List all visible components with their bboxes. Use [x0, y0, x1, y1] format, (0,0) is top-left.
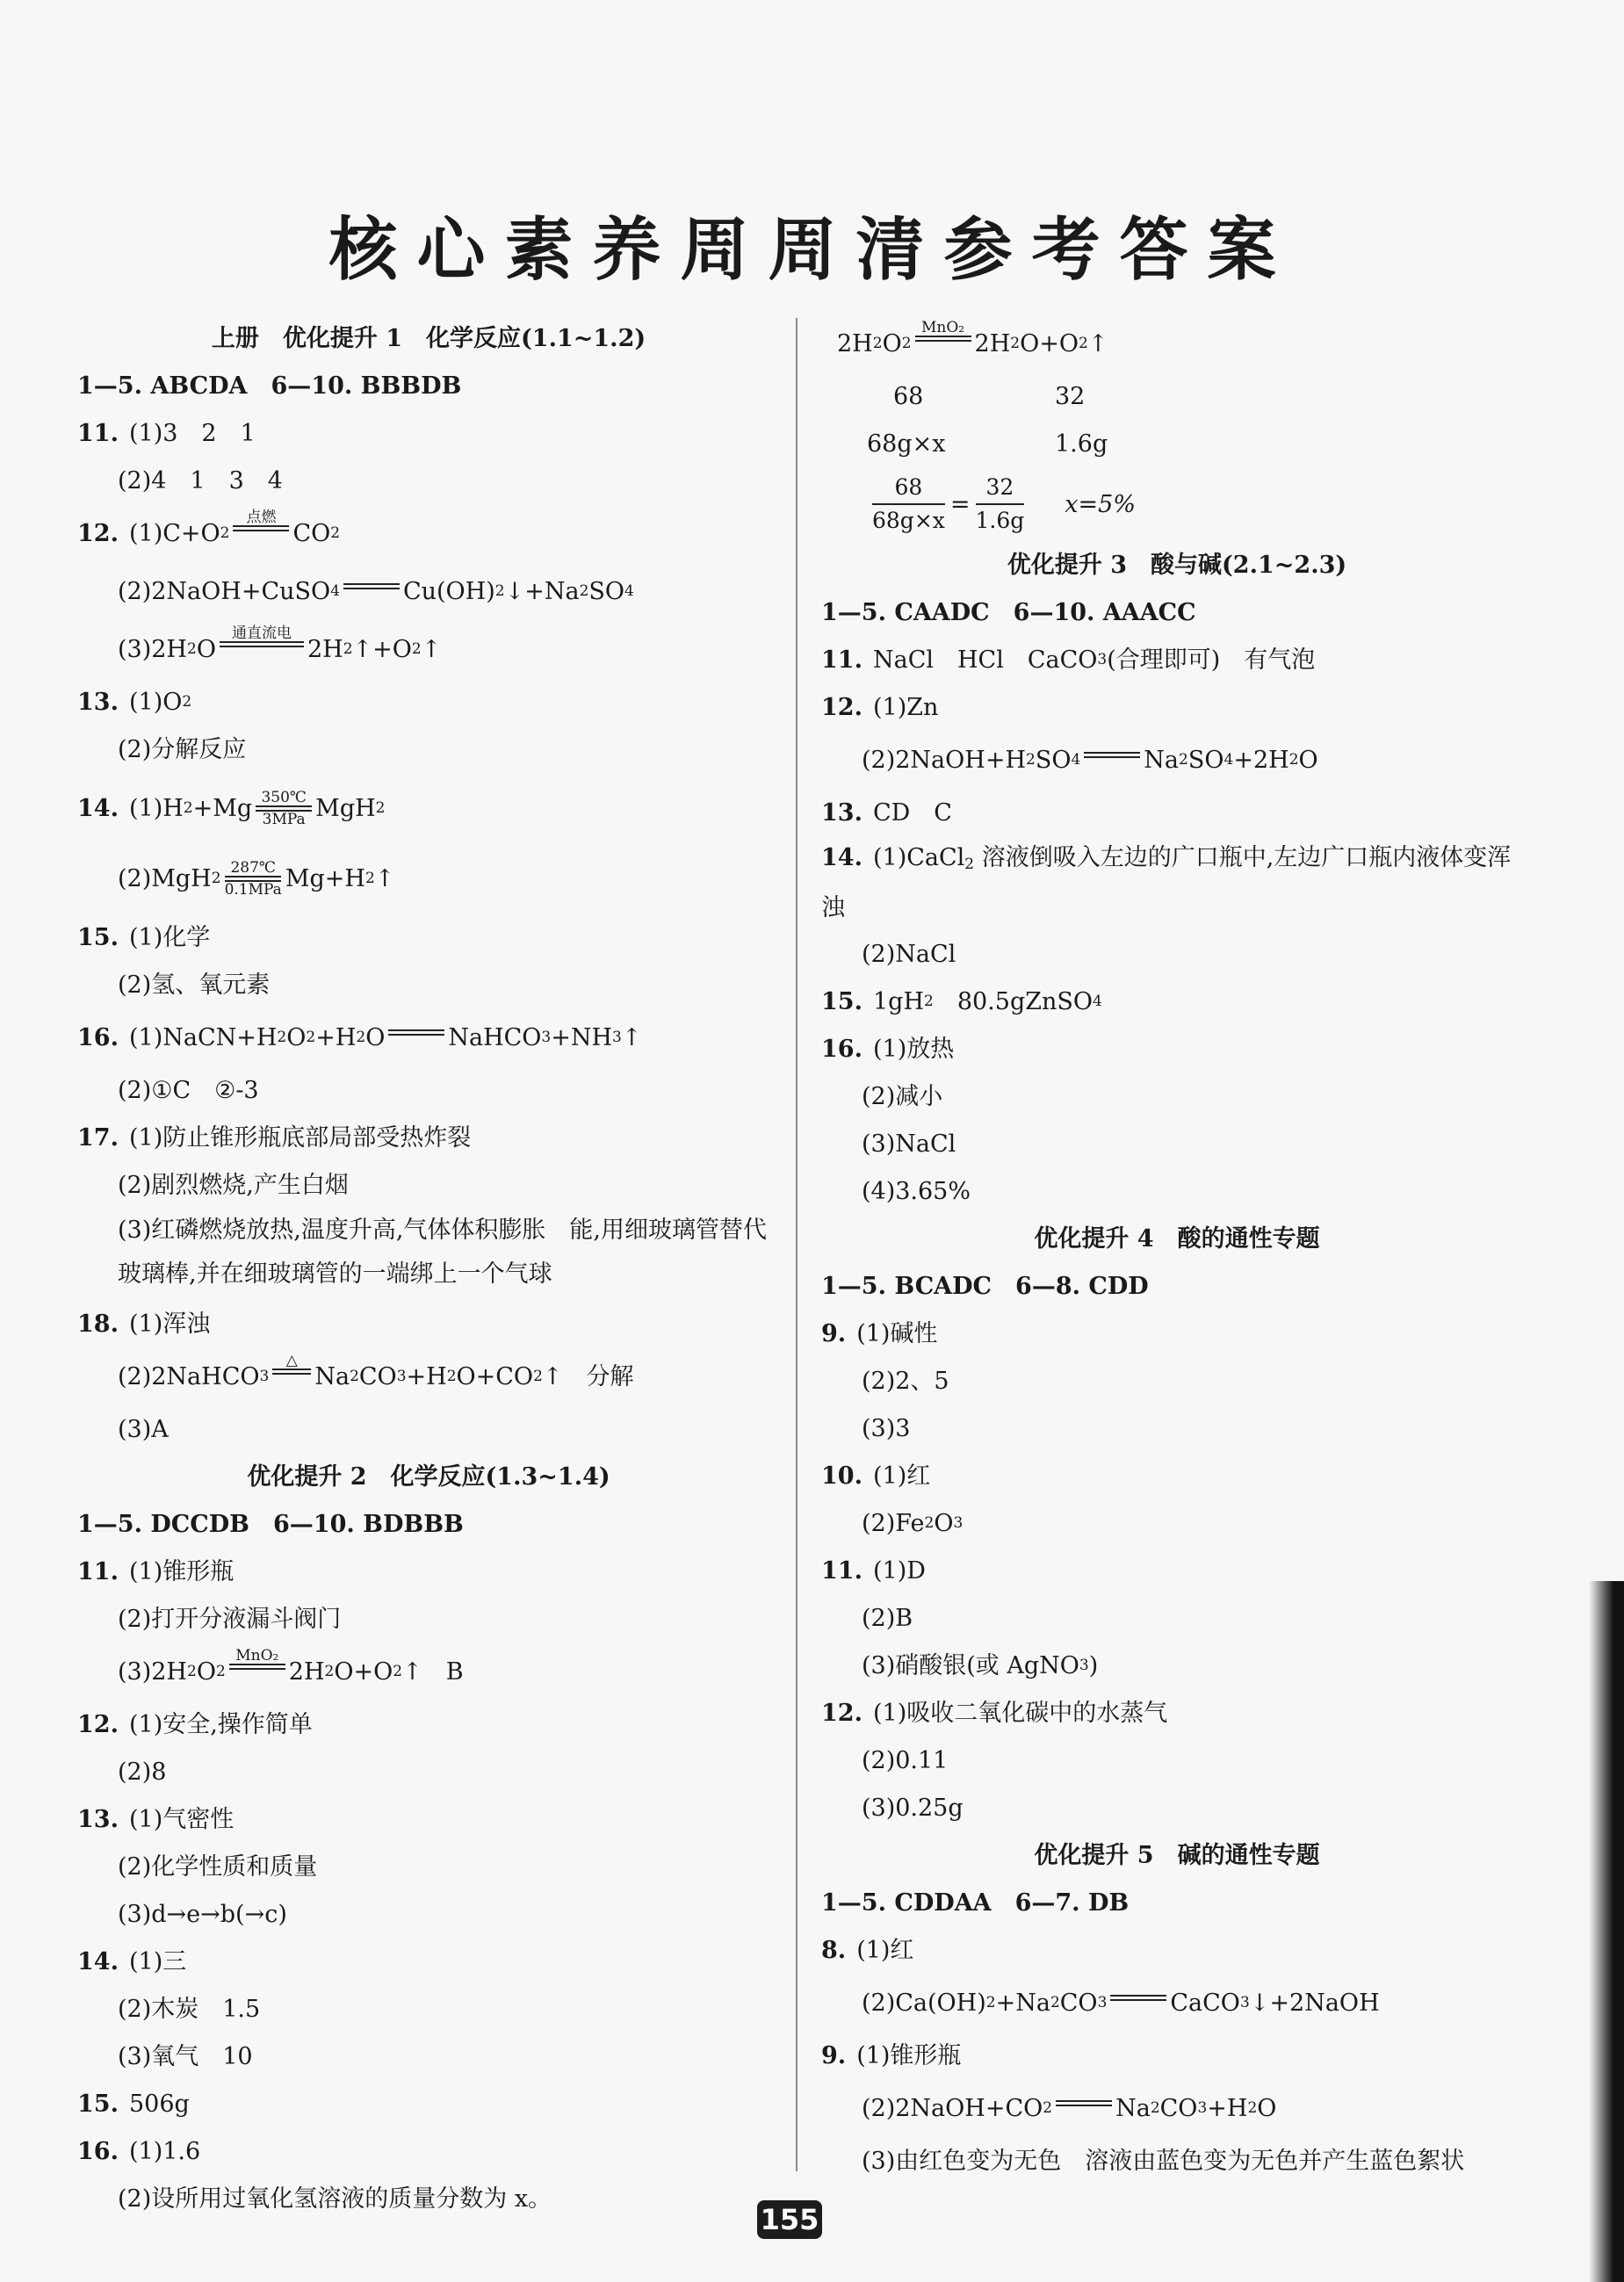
- answer-line: (3)2H 2 O 通直流电 2H 2 ↑+O 2 ↑: [118, 624, 442, 663]
- answer-text: O: [1298, 746, 1318, 774]
- answer-line: (2)MgH 2 287℃ 0.1MPa Mg+H 2 ↑: [118, 858, 395, 899]
- answer-text: ): [1088, 1651, 1099, 1679]
- question-number: 18.: [77, 1310, 119, 1338]
- answer-line: 15. 1gH 2 80.5gZnSO 4: [821, 987, 1102, 1015]
- answer-text: (2)氢、氧元素: [118, 971, 271, 999]
- reaction-condition: [915, 320, 971, 357]
- left-column: [77, 314, 780, 2222]
- answer-text: 2H: [288, 1657, 325, 1686]
- question-number: 12.: [821, 1699, 863, 1727]
- answer-text: (1)1.6: [128, 2137, 201, 2165]
- answer-line: 13. (1)O 2: [77, 688, 192, 716]
- answer-text: CO: [1059, 1989, 1098, 2017]
- condition-text: MnO₂: [920, 318, 965, 336]
- answer-text: (3)2H: [118, 635, 187, 663]
- answer-text: (2)MgH: [118, 864, 212, 892]
- section-heading: 优化提升 4 酸的通性专题: [1034, 1224, 1320, 1253]
- answer-text: ↓+Na: [504, 577, 580, 605]
- answer-line: [821, 1547, 1533, 1594]
- scan-edge-shadow: [1589, 1581, 1624, 2282]
- answer-text: ↓+2NaOH: [1249, 1989, 1380, 2017]
- answer-text: 2H: [837, 329, 873, 357]
- answer-text: O: [882, 329, 902, 357]
- answer-line: [821, 420, 1533, 467]
- question-number: 12.: [77, 519, 119, 547]
- answer-text: +H: [315, 1023, 357, 1051]
- question-number: 17.: [77, 1123, 119, 1152]
- answer-line: [821, 1405, 1533, 1452]
- answer-text: +H: [1207, 2094, 1248, 2122]
- answer-text: (2)4 1 3 4: [118, 466, 283, 495]
- answer-line: [77, 1938, 780, 1985]
- answer-text: (1)D: [872, 1556, 926, 1585]
- question-number: 11.: [77, 419, 119, 447]
- answer-text: +H: [406, 1362, 447, 1390]
- answer-line: [821, 1120, 1533, 1167]
- answer-line: [821, 1357, 1533, 1405]
- answer-text: ↑ 分解: [542, 1362, 634, 1390]
- answer-line: (3)2H 2 O 2 MnO₂ 2H 2 O+O 2 ↑ B: [118, 1646, 464, 1686]
- reaction-condition: [225, 860, 282, 898]
- answer-line: [821, 1452, 1533, 1499]
- answer-line: [77, 726, 780, 773]
- equals-sign: [1084, 736, 1140, 774]
- answer-text: x=5%: [1065, 490, 1136, 518]
- section-heading: 优化提升 3 酸与碱(2.1~2.3): [1007, 551, 1347, 579]
- answer-text: (1)NaCN+H: [128, 1023, 278, 1051]
- answer-text: 68g×x: [867, 430, 946, 458]
- answer-text: 32: [1055, 382, 1086, 410]
- answer-text: CO: [1159, 2094, 1198, 2122]
- answer-text: NaHCO: [448, 1023, 542, 1051]
- answer-text: =: [949, 490, 971, 518]
- answer-line: [821, 1784, 1533, 1831]
- answer-line: [821, 789, 1533, 836]
- answer-line: [821, 372, 1533, 420]
- answer-text: Na: [1144, 746, 1180, 774]
- answer-text: (2)设所用过氧化氢溶液的质量分数为 x。: [118, 2185, 552, 2213]
- answer-line: 12. (1)C+O 2 点燃 CO 2: [77, 508, 341, 547]
- answer-line: [821, 1594, 1533, 1642]
- answer-line: [77, 2033, 780, 2080]
- right-column: [821, 314, 1533, 2185]
- answer-line: [821, 1262, 1533, 1310]
- answer-text: MgH: [315, 794, 376, 822]
- answer-text: (2)8: [118, 1758, 167, 1786]
- answer-line: 2H 2 O 2 MnO₂ 2H 2 O+O 2 ↑: [837, 318, 1108, 357]
- answer-line: [821, 589, 1533, 636]
- answer-line: [821, 1167, 1533, 1215]
- answer-line: [77, 409, 780, 457]
- condition-text: △: [285, 1351, 298, 1369]
- answer-text: 1.6g: [1055, 430, 1108, 458]
- answer-text: NaCl HCl CaCO: [872, 646, 1098, 674]
- answer-line: [821, 467, 1533, 541]
- answer-text: ↑: [621, 1023, 642, 1051]
- answer-text: CO: [292, 519, 331, 547]
- section-heading: 优化提升 2 化学反应(1.3~1.4): [247, 1462, 610, 1491]
- reaction-condition: [220, 625, 304, 663]
- answer-text: (1)碱性: [856, 1319, 938, 1347]
- answer-line: [77, 1701, 780, 1748]
- answer-line: [77, 1548, 780, 1595]
- answer-text: (2)剧烈燃烧,产生白烟: [118, 1171, 349, 1199]
- question-number: 13.: [77, 1805, 119, 1833]
- answer-text: (3)NaCl: [862, 1130, 956, 1158]
- answer-text: (1)O: [128, 688, 183, 716]
- answer-text: +Mg: [192, 794, 253, 822]
- answer-line: [77, 2175, 780, 2222]
- answer-text: (3)硝酸银(或 AgNO: [862, 1651, 1079, 1679]
- condition-text: 3MPa: [262, 810, 306, 828]
- answer-text: (1)吸收二氧化碳中的水蒸气: [872, 1699, 1168, 1727]
- answer-line: [77, 1595, 780, 1643]
- answer-text: O+O: [334, 1657, 393, 1686]
- answer-text: (2)2、5: [862, 1367, 949, 1395]
- question-number: 14.: [821, 844, 863, 871]
- answer-text: (1)气密性: [128, 1805, 235, 1833]
- condition-text: 点燃: [246, 508, 277, 526]
- answer-text: (1)放热: [872, 1035, 955, 1063]
- answer-text: (2)2NaOH+H: [862, 746, 1026, 774]
- column-divider: [796, 318, 798, 2171]
- question-number: 15.: [821, 987, 863, 1015]
- answer-text: CO: [358, 1362, 397, 1390]
- answer-text: (2)2NaOH+CO: [862, 2094, 1043, 2122]
- answer-text: CD C: [872, 798, 952, 827]
- answer-line: [77, 457, 780, 504]
- answer-text: (1)H: [128, 794, 184, 822]
- answer-text: (1)安全,操作简单: [128, 1710, 313, 1738]
- denominator: 68g×x: [872, 508, 945, 533]
- answer-line: [77, 1500, 780, 1548]
- answer-text: 80.5gZnSO: [933, 987, 1093, 1015]
- answer-text: (2)木炭 1.5: [118, 1995, 261, 2023]
- answer-text: (1)锥形瓶: [128, 1557, 235, 1585]
- question-number: 12.: [821, 693, 863, 721]
- answer-line: (3)硝酸银(或 AgNO 3 ): [862, 1651, 1099, 1679]
- question-number: 11.: [821, 1556, 863, 1585]
- answer-line: [77, 961, 780, 1008]
- answer-line: [821, 1879, 1533, 1926]
- answer-line: (2)2NaHCO 3 △ Na 2 CO 3 +H 2 O+CO 2 ↑ 分解: [118, 1351, 634, 1390]
- reaction-condition: [256, 790, 312, 827]
- answer-text: (3)d→e→b(→c): [118, 1900, 287, 1928]
- question-number: 16.: [77, 2137, 119, 2165]
- answer-line: [77, 2127, 780, 2175]
- answer-text: CaCO: [1170, 1989, 1240, 2017]
- answer-text: ↑: [421, 635, 442, 663]
- answer-line: [77, 914, 780, 961]
- answer-text: ↑: [1087, 329, 1108, 357]
- answer-line: [77, 1114, 780, 1161]
- answer-text: +Na: [995, 1989, 1050, 2017]
- answer-line: [77, 1405, 780, 1453]
- answer-text: O+CO: [456, 1362, 534, 1390]
- answer-line: [821, 1926, 1533, 1974]
- answer-text: (2)减小: [862, 1082, 943, 1110]
- equals-sign: [1110, 1979, 1166, 2017]
- answer-text: ↑ B: [402, 1657, 464, 1686]
- answer-text: 2H: [307, 635, 343, 663]
- question-number: 9.: [821, 1319, 847, 1347]
- answer-line: [77, 1300, 780, 1347]
- answer-line: (2)2NaOH+H 2 SO 4 Na 2 SO 4 +2H 2 O: [821, 731, 1533, 789]
- answer-text: ↑: [374, 864, 395, 892]
- answer-text: O: [365, 1023, 386, 1051]
- answer-line: [77, 1985, 780, 2033]
- answer-line: [77, 1209, 780, 1296]
- answer-text: O: [286, 1023, 307, 1051]
- answer-text: 68: [893, 382, 924, 410]
- answer-text: SO: [1035, 746, 1072, 774]
- answer-line: [77, 1066, 780, 1114]
- answer-text: (2)分解反应: [118, 735, 247, 763]
- answer-text: (2)2NaOH+CuSO: [118, 577, 331, 605]
- choice-answers: 1—5. CDDAA 6—7. DB: [821, 1888, 1130, 1917]
- page-title: 核心素养周周清参考答案: [328, 210, 1296, 290]
- question-number: 14.: [77, 1947, 119, 1975]
- answer-text: (2)打开分液漏斗阀门: [118, 1605, 342, 1633]
- answer-text: (3)氧气 10: [118, 2042, 253, 2070]
- answer-line: [821, 1025, 1533, 1072]
- condition-text: 0.1MPa: [224, 880, 282, 899]
- answer-text: (3)由红色变为无色 溶液由蓝色变为无色并产生蓝色絮状: [862, 2147, 1465, 2175]
- answer-line: [77, 362, 780, 409]
- answer-text: (1)红: [872, 1462, 931, 1490]
- answer-text: (2)化学性质和质量: [118, 1852, 318, 1881]
- answer-text: +NH: [551, 1023, 613, 1051]
- question-number: 16.: [77, 1023, 119, 1051]
- answer-text: +2H: [1233, 746, 1289, 774]
- page-number: 155: [757, 2200, 822, 2239]
- choice-answers: 1—5. ABCDA 6—10. BBBDB: [77, 372, 462, 400]
- question-number: 16.: [821, 1035, 863, 1063]
- answer-text: (2)Fe: [862, 1509, 925, 1537]
- answer-line: [77, 1795, 780, 1843]
- question-number: 14.: [77, 794, 119, 822]
- answer-text: 溶液倒吸入左边的广口瓶中,左边广口瓶内液体变浑浊: [821, 844, 1512, 921]
- answer-line: 14. (1)CaCl$_2$ 溶液倒吸入左边的广口瓶中,左边广口瓶内液体变浑浊: [821, 844, 1512, 921]
- answer-text: 1gH: [872, 987, 924, 1015]
- answer-text: O: [1257, 2094, 1277, 2122]
- answer-text: (1)红: [856, 1936, 914, 1964]
- equals-sign: [1056, 2084, 1112, 2122]
- answer-text: (3)红磷燃烧放热,温度升高,气体体积膨胀 能,用细玻璃管替代玻璃棒,并在细玻璃管的一端绑上一个气球: [118, 1217, 767, 1288]
- answer-line: [821, 2137, 1533, 2185]
- answer-line: [77, 1748, 780, 1795]
- answer-line: 16. (1)NaCN+H 2 O 2 +H 2 O NaHCO 3 +NH 3 ↑: [77, 1008, 780, 1066]
- answer-text: 506g: [128, 2090, 190, 2118]
- answer-text: Cu(OH): [402, 577, 495, 605]
- question-number: 8.: [821, 1936, 847, 1964]
- condition-text: 通直流电: [231, 624, 292, 642]
- answer-line: [821, 2032, 1533, 2079]
- answer-line: 11. NaCl HCl CaCO 3 (合理即可) 有气泡: [821, 646, 1316, 674]
- answer-text: (3)2H: [118, 1657, 187, 1686]
- choice-answers: 1—5. DCCDB 6—10. BDBBB: [77, 1510, 464, 1538]
- answer-line: [821, 1689, 1533, 1737]
- answer-line: [77, 2080, 780, 2127]
- condition-text: 287℃: [230, 858, 276, 877]
- fraction: [872, 475, 945, 533]
- answer-text: (2)B: [862, 1604, 913, 1632]
- answer-text: Na: [314, 1362, 350, 1390]
- answer-text: (2)NaCl: [862, 940, 956, 968]
- answer-text: (1)C+O: [128, 519, 220, 547]
- answer-line: 14. (1)H 2 +Mg 350℃ 3MPa MgH 2: [77, 788, 386, 828]
- choice-answers: 1—5. CAADC 6—10. AAACC: [821, 598, 1196, 626]
- answer-text: (2)①C ②-3: [118, 1076, 259, 1104]
- section-heading: 优化提升 5 碱的通性专题: [1034, 1841, 1320, 1869]
- denominator: 1.6g: [975, 508, 1025, 533]
- answer-line: [77, 1843, 780, 1890]
- answer-text: (3)0.25g: [862, 1794, 964, 1822]
- answer-line: [821, 1737, 1533, 1784]
- condition-text: 350℃: [261, 788, 307, 806]
- answer-text: (1)3 2 1: [128, 419, 256, 447]
- condition-text: MnO₂: [235, 1646, 279, 1665]
- question-number: 9.: [821, 2041, 847, 2069]
- answer-line: (2)Ca(OH) 2 +Na 2 CO 3 CaCO 3 ↓+2NaOH: [821, 1974, 1533, 2032]
- answer-text: (合理即可) 有气泡: [1107, 646, 1316, 674]
- question-number: 15.: [77, 923, 119, 951]
- answer-line: [77, 1161, 780, 1209]
- question-number: 13.: [821, 798, 863, 827]
- answer-text: (1)防止锥形瓶底部局部受热炸裂: [128, 1123, 472, 1152]
- answer-line: [821, 683, 1533, 731]
- answer-line: [77, 1890, 780, 1938]
- reaction-condition: [272, 1353, 311, 1390]
- equals-sign: [343, 567, 400, 605]
- answer-line: (2)Fe 2 O 3: [862, 1509, 964, 1537]
- answer-text: (1)CaCl: [872, 844, 965, 871]
- answer-line: (2)2NaOH+CuSO 4 Cu(OH) 2 ↓+Na 2 SO 4: [77, 562, 780, 620]
- section-heading: 上册 优化提升 1 化学反应(1.1~1.2): [211, 324, 646, 352]
- answer-text: (1)锥形瓶: [856, 2041, 962, 2069]
- choice-answers: 1—5. BCADC 6—8. CDD: [821, 1272, 1149, 1300]
- numerator: 32: [985, 474, 1014, 500]
- answer-text: O: [196, 1657, 216, 1686]
- answer-text: (2)Ca(OH): [862, 1989, 986, 2017]
- answer-text: (1)Zn: [872, 693, 939, 721]
- question-number: 12.: [77, 1710, 119, 1738]
- answer-text: ↑+O: [352, 635, 412, 663]
- question-number: 13.: [77, 688, 119, 716]
- reaction-condition: [229, 1648, 285, 1686]
- answer-text: (2)0.11: [862, 1746, 949, 1774]
- answer-text: (1)三: [128, 1947, 187, 1975]
- answer-line: [821, 1072, 1533, 1120]
- fraction: [976, 475, 1025, 533]
- answer-text: (1)化学: [128, 923, 211, 951]
- answer-text: 2H: [974, 329, 1011, 357]
- equals-sign: [388, 1014, 444, 1051]
- answer-text: (3)A: [118, 1415, 169, 1443]
- answer-text: SO: [1187, 746, 1224, 774]
- numerator: 68: [894, 474, 923, 500]
- answer-text: O+O: [1020, 329, 1079, 357]
- reaction-condition: [233, 509, 289, 547]
- question-number: 15.: [77, 2090, 119, 2118]
- answer-text: Mg+H: [285, 864, 365, 892]
- question-number: 11.: [821, 646, 863, 674]
- answer-text: (1)浑浊: [128, 1310, 211, 1338]
- answer-text: O: [934, 1509, 954, 1537]
- answer-text: (4)3.65%: [862, 1177, 971, 1205]
- answer-text: SO: [588, 577, 625, 605]
- answer-text: Na: [1115, 2094, 1151, 2122]
- question-number: 11.: [77, 1557, 119, 1585]
- answer-line: [821, 930, 1533, 978]
- question-number: 10.: [821, 1462, 863, 1490]
- answer-line: [821, 1310, 1533, 1357]
- answer-line: (2)2NaOH+CO 2 Na 2 CO 3 +H 2 O: [821, 2079, 1533, 2137]
- answer-text: (2)2NaHCO: [118, 1362, 260, 1390]
- answer-text: (3)3: [862, 1414, 911, 1442]
